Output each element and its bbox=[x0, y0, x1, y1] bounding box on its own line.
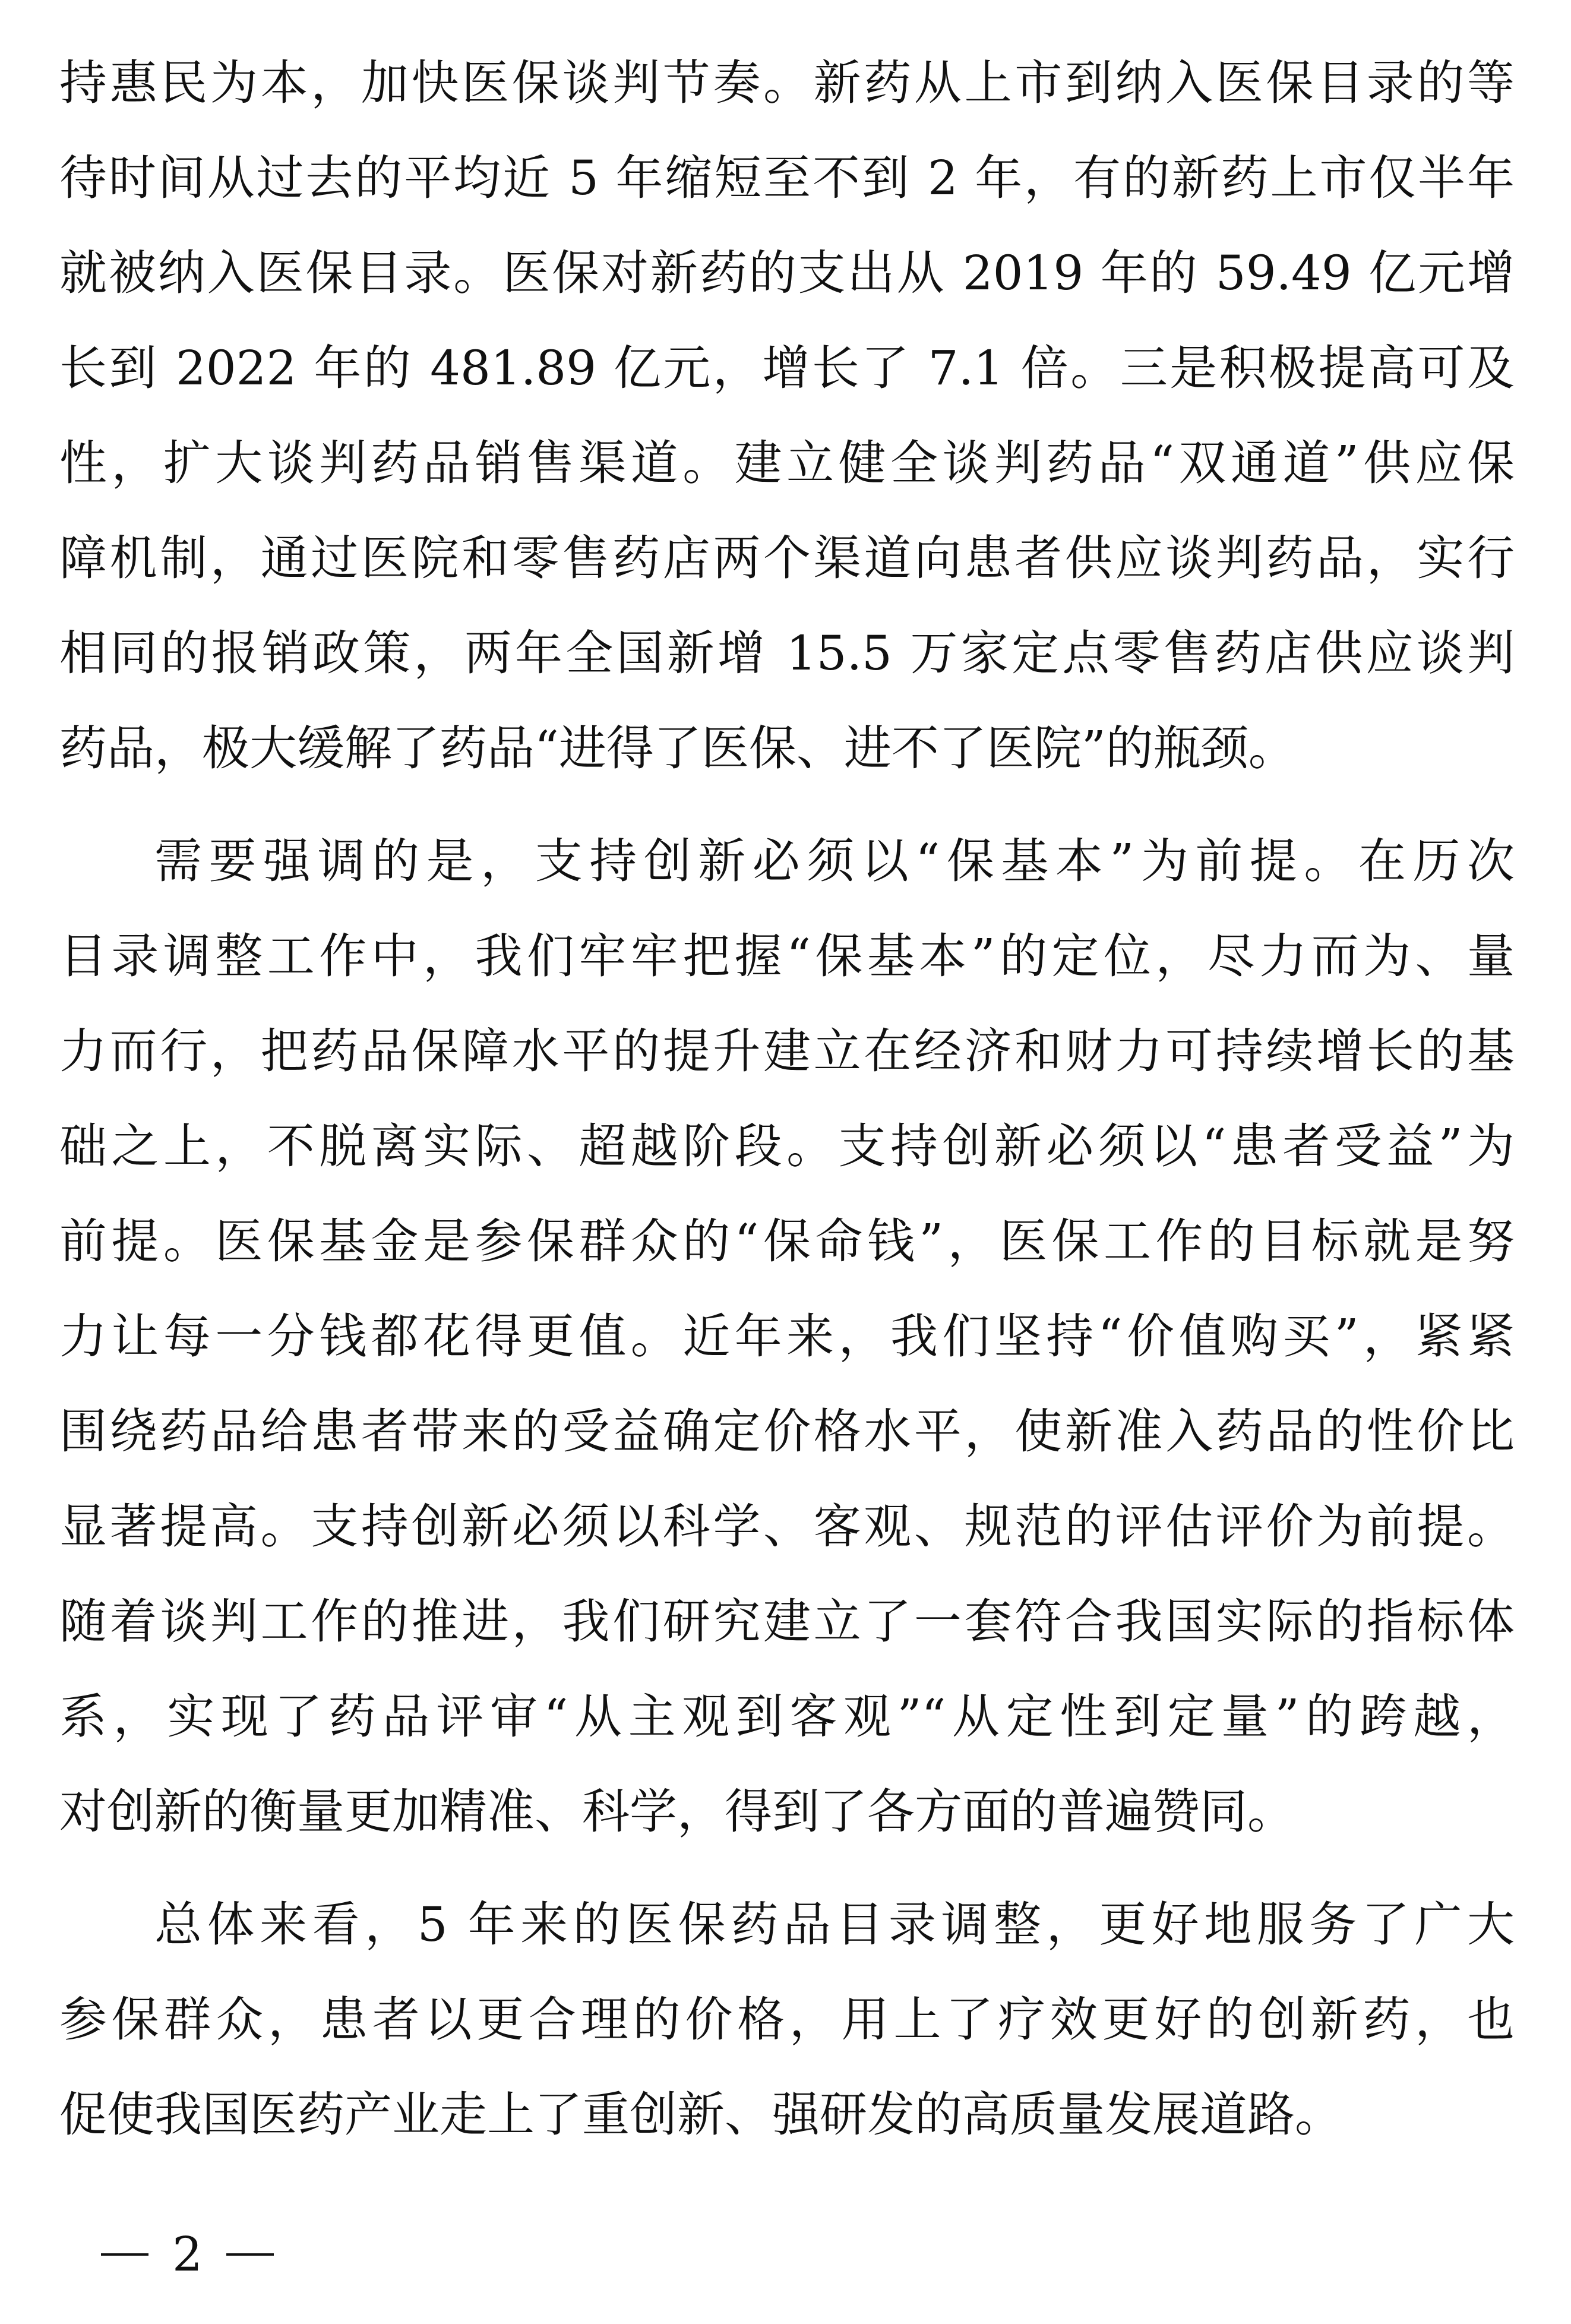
page-number: 2 bbox=[172, 2227, 203, 2282]
text-line: 显著提高。支持创新必须以科学、客观、规范的评估评价为前提。 bbox=[59, 1499, 1515, 1554]
text-line: 对创新的衡量更加精准、科学，得到了各方面的普遍赞同。 bbox=[59, 1784, 1295, 1839]
text-line: 药品，极大缓解了药品“进得了医保、进不了医院”的瓶颈。 bbox=[59, 721, 1296, 776]
text-line: 围绕药品给患者带来的受益确定价格水平，使新准入药品的性价比 bbox=[59, 1404, 1515, 1459]
text-line: 待时间从过去的平均近 5 年缩短至不到 2 年，有的新药上市仅半年 bbox=[59, 150, 1515, 206]
footer-dash-right bbox=[226, 2253, 274, 2256]
text-line: 目录调整工作中，我们牢牢把握“保基本”的定位，尽力而为、量 bbox=[59, 929, 1515, 984]
text-line: 持惠民为本，加快医保谈判节奏。新药从上市到纳入医保目录的等 bbox=[59, 55, 1515, 110]
text-line: 促使我国医药产业走上了重创新、强研发的高质量发展道路。 bbox=[59, 2087, 1342, 2142]
footer-dash-left bbox=[101, 2253, 148, 2256]
text-line: 础之上，不脱离实际、超越阶段。支持创新必须以“患者受益”为 bbox=[59, 1119, 1515, 1174]
text-line: 性，扩大谈判药品销售渠道。建立健全谈判药品“双通道”供应保 bbox=[59, 435, 1515, 491]
text-line: 力而行，把药品保障水平的提升建立在经济和财力可持续增长的基 bbox=[59, 1024, 1515, 1079]
text-line: 障机制，通过医院和零售药店两个渠道向患者供应谈判药品，实行 bbox=[59, 531, 1515, 586]
text-line: 系，实现了药品评审“从主观到客观”“从定性到定量”的跨越， bbox=[59, 1689, 1515, 1744]
text-line: 力让每一分钱都花得更值。近年来，我们坚持“价值购买”，紧紧 bbox=[59, 1309, 1515, 1364]
text-line: 就被纳入医保目录。医保对新药的支出从 2019 年的 59.49 亿元增 bbox=[59, 245, 1515, 301]
text-line: 前提。医保基金是参保群众的“保命钱”，医保工作的目标就是努 bbox=[59, 1214, 1515, 1269]
page-footer bbox=[101, 2216, 274, 2293]
text-line: 随着谈判工作的推进，我们研究建立了一套符合我国实际的指标体 bbox=[59, 1594, 1515, 1649]
text-line: 相同的报销政策，两年全国新增 15.5 万家定点零售药店供应谈判 bbox=[59, 626, 1515, 681]
text-line: 参保群众，患者以更合理的价格，用上了疗效更好的创新药，也 bbox=[59, 1992, 1515, 2047]
paragraph-first-line: 总体来看，5 年来的医保药品目录调整，更好地服务了广大 bbox=[154, 1897, 1515, 1952]
text-line: 长到 2022 年的 481.89 亿元，增长了 7.1 倍。三是积极提高可及 bbox=[59, 340, 1515, 396]
paragraph-first-line: 需要强调的是，支持创新必须以“保基本”为前提。在历次 bbox=[154, 833, 1515, 889]
